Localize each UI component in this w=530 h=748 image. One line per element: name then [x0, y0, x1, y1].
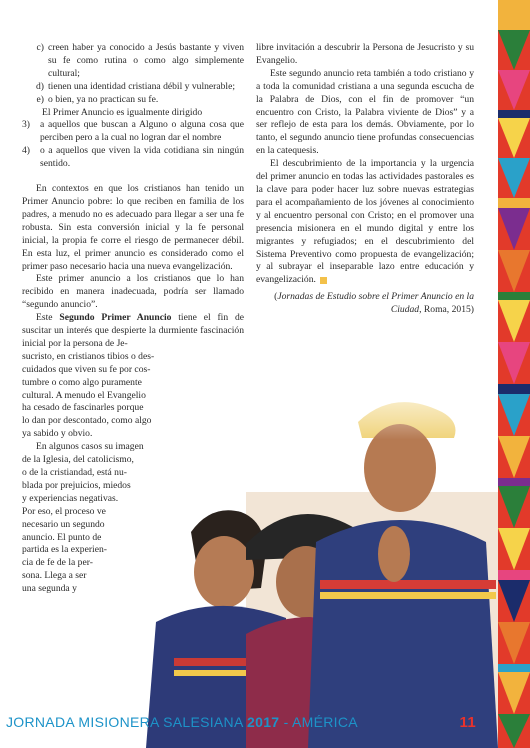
- paragraph: libre invitación a descubrir la Persona de Jesucristo y su Evangelio.: [256, 42, 474, 66]
- intro-line: El Primer Anuncio es igualmente dirigido: [42, 106, 203, 118]
- list-marker: c): [36, 42, 44, 53]
- text-line: tumbre o como algo puramente: [22, 376, 142, 388]
- paragraph: [256, 158, 474, 287]
- end-marker-icon: [320, 277, 327, 284]
- footer-year: 2017: [247, 714, 280, 730]
- text-line: partida es la experien-: [22, 544, 107, 556]
- citation-title: Jornadas de Estudio sobre el Primer Anuncio en la Ciudad: [277, 291, 474, 316]
- list-item: [22, 145, 244, 171]
- paragraph: Este segundo anuncio reta también a todo cristiano y a toda la comunidad cristiana a una segunda escucha de la Palabra de Dios, con el fin de promover “un encuentro con Cristo, la Palabra viviente de Dios” y a ser reflejo de esta para los demás. Obviamente, por lo tanto, el segundo anuncio tiene profundas consecuencias en la catequesis.: [256, 67, 474, 157]
- paragraph: [22, 312, 244, 351]
- page-footer: [6, 714, 476, 734]
- left-text-column: [22, 42, 244, 596]
- right-text-column: [256, 42, 474, 317]
- list-text: tienen una identidad cristiana débil y vulnerable;: [48, 80, 236, 92]
- footer-title: [6, 714, 358, 730]
- bold-term: Segundo Primer Anuncio: [59, 312, 172, 324]
- page-number: 11: [459, 714, 476, 731]
- text-line: cultural. A menudo el Evangelio: [22, 389, 146, 401]
- list-marker: d): [36, 80, 44, 92]
- footer-event: JORNADA MISIONERA SALESIANA: [6, 714, 243, 730]
- paragraph-lead: Este: [36, 312, 53, 324]
- list-item: [22, 94, 244, 107]
- list-text: o a aquellos que viven la vida cotidiana sin ningún sentido.: [40, 145, 244, 170]
- list-marker: 4): [22, 145, 30, 157]
- text-line: anuncio. El punto de: [22, 531, 102, 543]
- text-line: de la Iglesia, del catolicismo,: [22, 454, 134, 466]
- text-line: ha cesado de fascinarles porque: [22, 402, 144, 414]
- list-item: [22, 119, 244, 145]
- text-line: y experiencias negativas.: [22, 492, 119, 504]
- text-line: blada por prejuicios, miedos: [22, 479, 131, 491]
- list-text: creen haber ya conocido a Jesús bastante y viven su fe como rutina o como algo simplemente cultural;: [48, 42, 244, 79]
- paragraph-text: tiene el fin de suscitar un interés que despierte la durmiente fascinación inicial por la persona de Je-: [22, 312, 244, 349]
- text-line: lo dan por descontado, como algo: [22, 415, 152, 427]
- paragraph-text: El descubrimiento de la importancia y la urgencia del primer anuncio en todas las actividades pastorales es la clave para poder hacer luz sobre nuevas estrategias para el acompañamiento de los jóvenes al conocimiento y al encuentro personal con Cristo; en el promover una presencia misionera en el mundo digital y entre los migrantes y refugiados; en el descubrimiento del Sistema Preventivo como propuesta de evangelización; y al subrayar el inseparable lazo entre educación y evangelización.: [256, 158, 474, 286]
- list-text: a aquellos que buscan a Alguno o alguna cosa que perciben pero a la cual no logran dar el nombre: [40, 119, 244, 144]
- list-marker: 3): [22, 119, 30, 131]
- citation-open: (: [274, 291, 278, 303]
- paragraph: En contextos en que los cristianos han tenido un Primer Anuncio pobre: lo que reciben en familia de los padres, a menudo no es adecuado para llegar a ser una fe robusta. Sin esta conversión inicial y la fe personal inicial, la propia fe corre el riesgo de permanecer débil. En esta luz, el primer anuncio es considerado como el primer paso necesario hacia una nueva evangelización.: [22, 183, 244, 272]
- spacer: [22, 171, 244, 183]
- citation-source: , Roma, 2015): [419, 304, 474, 316]
- list-item: [22, 42, 244, 81]
- text-line: cia de fe de la per-: [22, 557, 93, 569]
- text-line: Por eso, el proceso ve: [22, 505, 106, 517]
- text-line: necesario un segundo: [22, 518, 105, 530]
- text-line: sona. Llega a ser: [22, 570, 87, 582]
- text-line: ya sabido y obvio.: [22, 428, 93, 440]
- text-line: o de la cristiandad, está nu-: [22, 467, 127, 478]
- paragraph: Este primer anuncio a los cristianos que lo han recibido en manera inadecuada, podría ser llamado “segundo anuncio”.: [22, 273, 244, 311]
- text-line: sucristo, en cristianos tibios o des-: [22, 350, 155, 362]
- text-line: En algunos casos su imagen: [36, 441, 144, 453]
- decorative-pattern-border: [498, 0, 530, 748]
- list-marker: e): [36, 93, 44, 105]
- text-beside-photo: [22, 351, 244, 596]
- list-text: o bien, ya no practican su fe.: [48, 93, 159, 105]
- text-line: una segunda y: [22, 583, 77, 595]
- text-line: cuidados que viven su fe por cos-: [22, 363, 151, 375]
- citation: [256, 291, 474, 317]
- footer-region: - AMÉRICA: [283, 714, 358, 730]
- list-item: [22, 81, 244, 94]
